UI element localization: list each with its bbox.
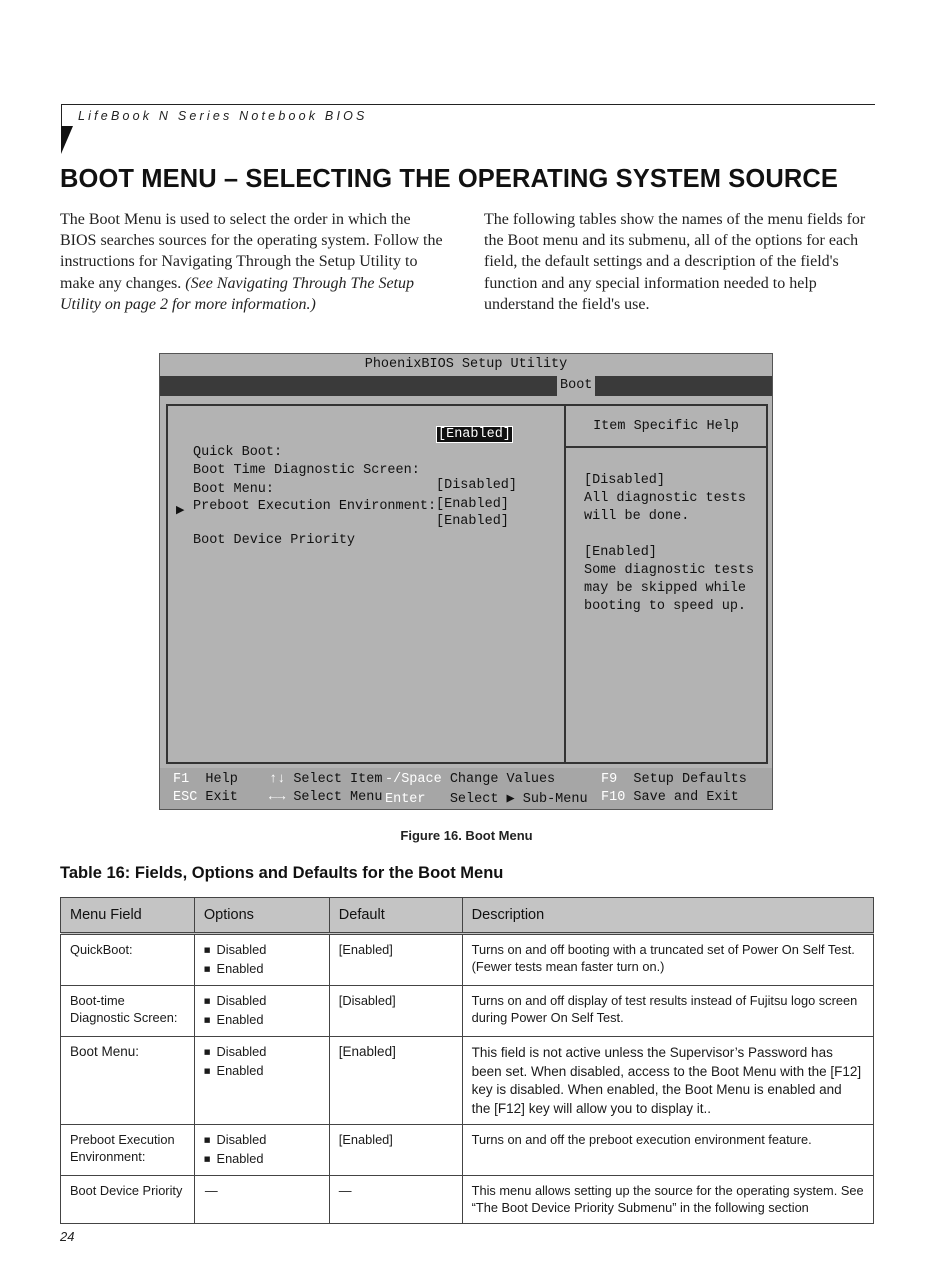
column-header: Description: [462, 898, 873, 934]
cell-description: This field is not active unless the Supervisor’s Password has been set. When disabled, access to the Boot Menu with the [F12] key is disabled. When enabled, the Boot Menu is enabled and the [F12] key will allow you to display it..: [462, 1037, 873, 1125]
option-bullet: ■ Disabled: [204, 1132, 320, 1151]
cell-options: [194, 986, 329, 1037]
footer-save-exit: F10 Save and Exit: [601, 790, 739, 805]
column-header: Options: [194, 898, 329, 934]
bios-row-value: [Disabled]: [436, 478, 518, 493]
footer-esc: ESC Exit: [173, 790, 238, 805]
help-header-rule: [566, 446, 766, 448]
cell-field: QuickBoot:: [61, 934, 195, 986]
bios-menubar: [160, 376, 772, 396]
footer-f1: F1 Help: [173, 772, 238, 787]
footer-select-submenu: Enter Select ▶ Sub-Menu: [385, 792, 588, 807]
table-row: [61, 934, 874, 986]
cell-field: Boot Menu:: [61, 1037, 195, 1125]
bios-screenshot: [159, 353, 773, 810]
page-number: 24: [60, 1229, 75, 1244]
option-bullet: ■ Enabled: [204, 1151, 320, 1170]
intro-left-paragraph: [60, 209, 446, 315]
table-title: Table 16: Fields, Options and Defaults for the Boot Menu: [60, 864, 504, 882]
header-rule: [61, 104, 875, 105]
up-down-arrow-icon: ↑↓: [269, 772, 286, 787]
option-bullet: ■ Enabled: [204, 1012, 320, 1031]
table-header-row: [61, 898, 874, 934]
running-head: LifeBook N Series Notebook BIOS: [78, 109, 368, 123]
footer-setup-defaults: F9 Setup Defaults: [601, 772, 747, 787]
cell-options: [194, 1037, 329, 1125]
left-right-arrow-icon: ←→: [269, 790, 286, 805]
bios-main-panel: [166, 404, 768, 764]
help-text: [Disabled] All diagnostic tests will be done. [Enabled] Some diagnostic tests may be skipped while booting to speed up.: [584, 473, 755, 614]
cell-description: Turns on and off display of test results instead of Fujitsu logo screen during Power On Self Test.: [462, 986, 873, 1037]
option-bullet: ■ Disabled: [204, 1044, 320, 1063]
cell-options: [194, 1125, 329, 1176]
cell-description: This menu allows setting up the source for the operating system. See “The Boot Device Priority Submenu” in the following section: [462, 1176, 873, 1224]
table-row: [61, 1037, 874, 1125]
footer-select-item: ↑↓ Select Item: [269, 772, 383, 787]
cell-field: Boot-time Diagnostic Screen:: [61, 986, 195, 1037]
figure-caption: Figure 16. Boot Menu: [400, 828, 533, 843]
table-row: [61, 1176, 874, 1224]
cell-field: Boot Device Priority: [61, 1176, 195, 1224]
cell-default: —: [329, 1176, 462, 1224]
option-bullet: ■ Disabled: [204, 942, 320, 961]
bios-title: PhoenixBIOS Setup Utility: [364, 357, 568, 372]
bios-row-label: Preboot Execution Environment:: [193, 499, 437, 514]
footer-select-menu: ←→ Select Menu: [269, 790, 383, 805]
bios-row-value-selected: [Enabled]: [438, 427, 511, 442]
intro-left-reference: (See Navigating Through The Setup Utility on page 2 for more information.): [60, 274, 414, 313]
column-header: Default: [329, 898, 462, 934]
boot-menu-table: [60, 897, 874, 1224]
header-vertical-rule: [61, 104, 62, 128]
intro-right-paragraph: The following tables show the names of the menu fields for the Boot menu and its submenu, all of the options for each field, the default settings and a description of the field's function and any special information needed to help understand the field's use.: [484, 211, 866, 313]
bios-row-label: Boot Time Diagnostic Screen:: [193, 463, 420, 478]
cell-default: [Enabled]: [329, 1125, 462, 1176]
bios-help-divider: [564, 406, 566, 762]
bios-row-label: Boot Menu:: [193, 482, 275, 497]
cell-field: Preboot Execution Environment:: [61, 1125, 195, 1176]
option-bullet: ■ Disabled: [204, 993, 320, 1012]
bios-row-label: Boot Device Priority: [193, 533, 356, 548]
column-header: Menu Field: [61, 898, 195, 934]
bios-footer: [160, 768, 772, 809]
footer-change-values: -/Space Change Values: [385, 772, 556, 787]
cell-options: —: [194, 1176, 329, 1224]
option-bullet: ■ Enabled: [204, 1063, 320, 1082]
bios-row-value: [Enabled]: [436, 497, 509, 512]
cell-options: [194, 934, 329, 986]
bios-row-quick-boot: [168, 427, 564, 460]
cell-default: [Enabled]: [329, 934, 462, 986]
bios-row-label: Quick Boot:: [193, 445, 283, 460]
cell-default: [Disabled]: [329, 986, 462, 1037]
cell-default: [Enabled]: [329, 1037, 462, 1125]
submenu-arrow-icon: ▶: [176, 503, 185, 516]
help-title: Item Specific Help: [593, 419, 739, 434]
cell-description: Turns on and off the preboot execution environment feature.: [462, 1125, 873, 1176]
header-wedge: [61, 126, 73, 154]
intro-left-text: The Boot Menu is used to select the order in which the BIOS searches sources for the operating system. Follow the instructions for Navigating Through the Setup Utility to make any changes.: [60, 211, 443, 292]
option-bullet: ■ Enabled: [204, 961, 320, 980]
bios-row-value: [Enabled]: [436, 514, 509, 529]
table-row: [61, 1125, 874, 1176]
table-row: [61, 986, 874, 1037]
bios-tab-boot: Boot: [557, 376, 595, 396]
bios-row-preboot-execution: [168, 484, 564, 529]
page-title: BOOT MENU – SELECTING THE OPERATING SYSTEM SOURCE: [60, 165, 838, 193]
cell-description: Turns on and off booting with a truncated set of Power On Self Test. (Fewer tests mean faster turn on.): [462, 934, 873, 986]
